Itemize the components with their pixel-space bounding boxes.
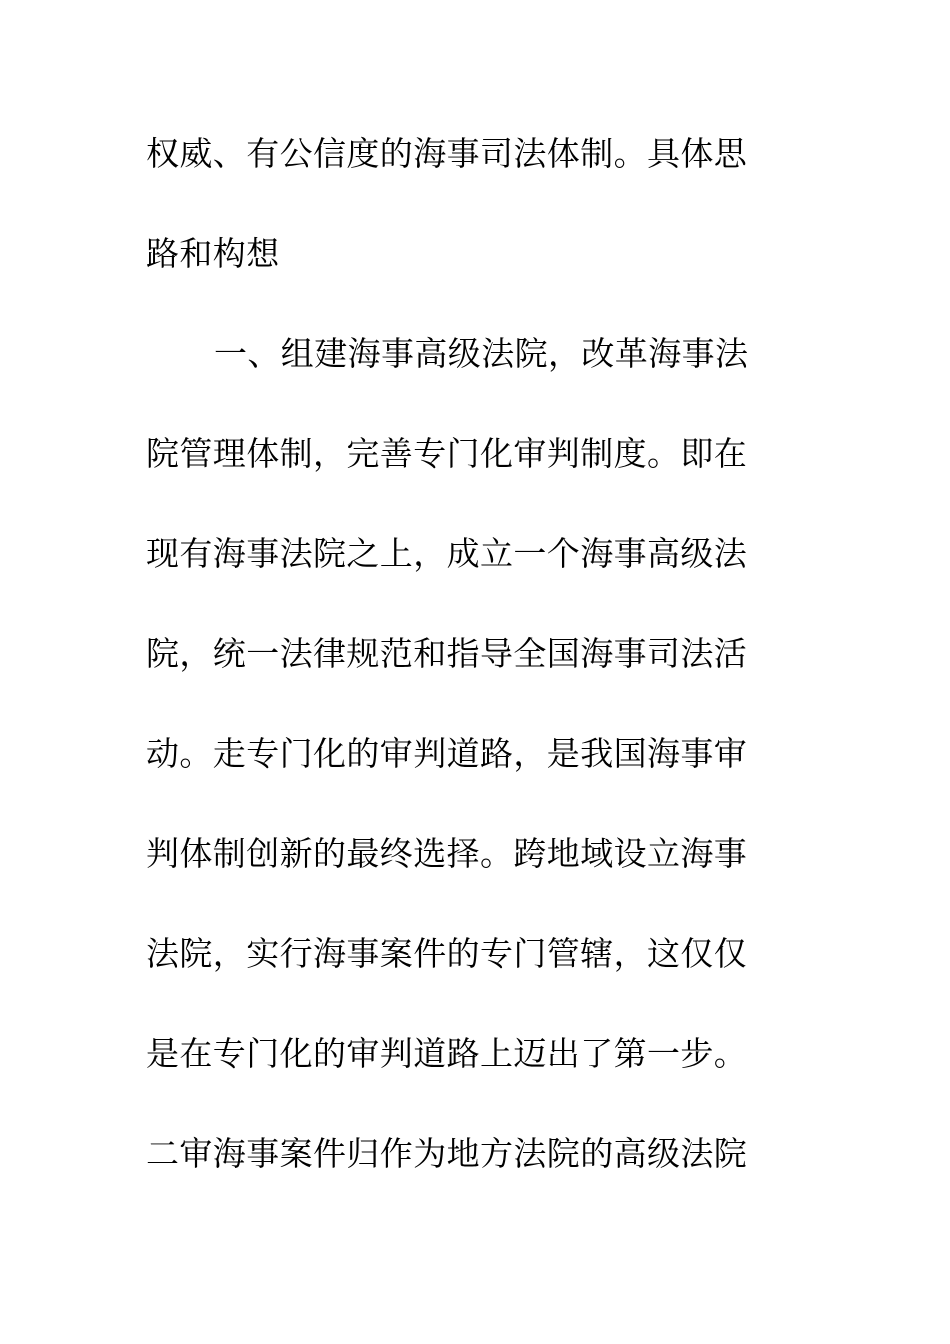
- text-line: 二审海事案件归作为地方法院的高级法院: [146, 1134, 748, 1173]
- text-line: 判体制创新的最终选择。跨地域设立海事: [146, 834, 748, 873]
- text-line: 路和构想: [146, 234, 280, 273]
- text-line: 法院，实行海事案件的专门管辖，这仅仅: [146, 934, 748, 973]
- section-heading-line: 一、组建海事高级法院，改革海事法: [214, 334, 749, 373]
- text-line: 动。走专门化的审判道路，是我国海事审: [146, 734, 748, 773]
- text-line: 现有海事法院之上，成立一个海事高级法: [146, 534, 748, 573]
- text-line: 院，统一法律规范和指导全国海事司法活: [146, 634, 748, 673]
- document-body: [146, 124, 786, 1224]
- text-line: 权威、有公信度的海事司法体制。具体思: [146, 134, 748, 173]
- text-line: 是在专门化的审判道路上迈出了第一步。: [146, 1034, 748, 1073]
- text-line: 院管理体制，完善专门化审判制度。即在: [146, 434, 748, 473]
